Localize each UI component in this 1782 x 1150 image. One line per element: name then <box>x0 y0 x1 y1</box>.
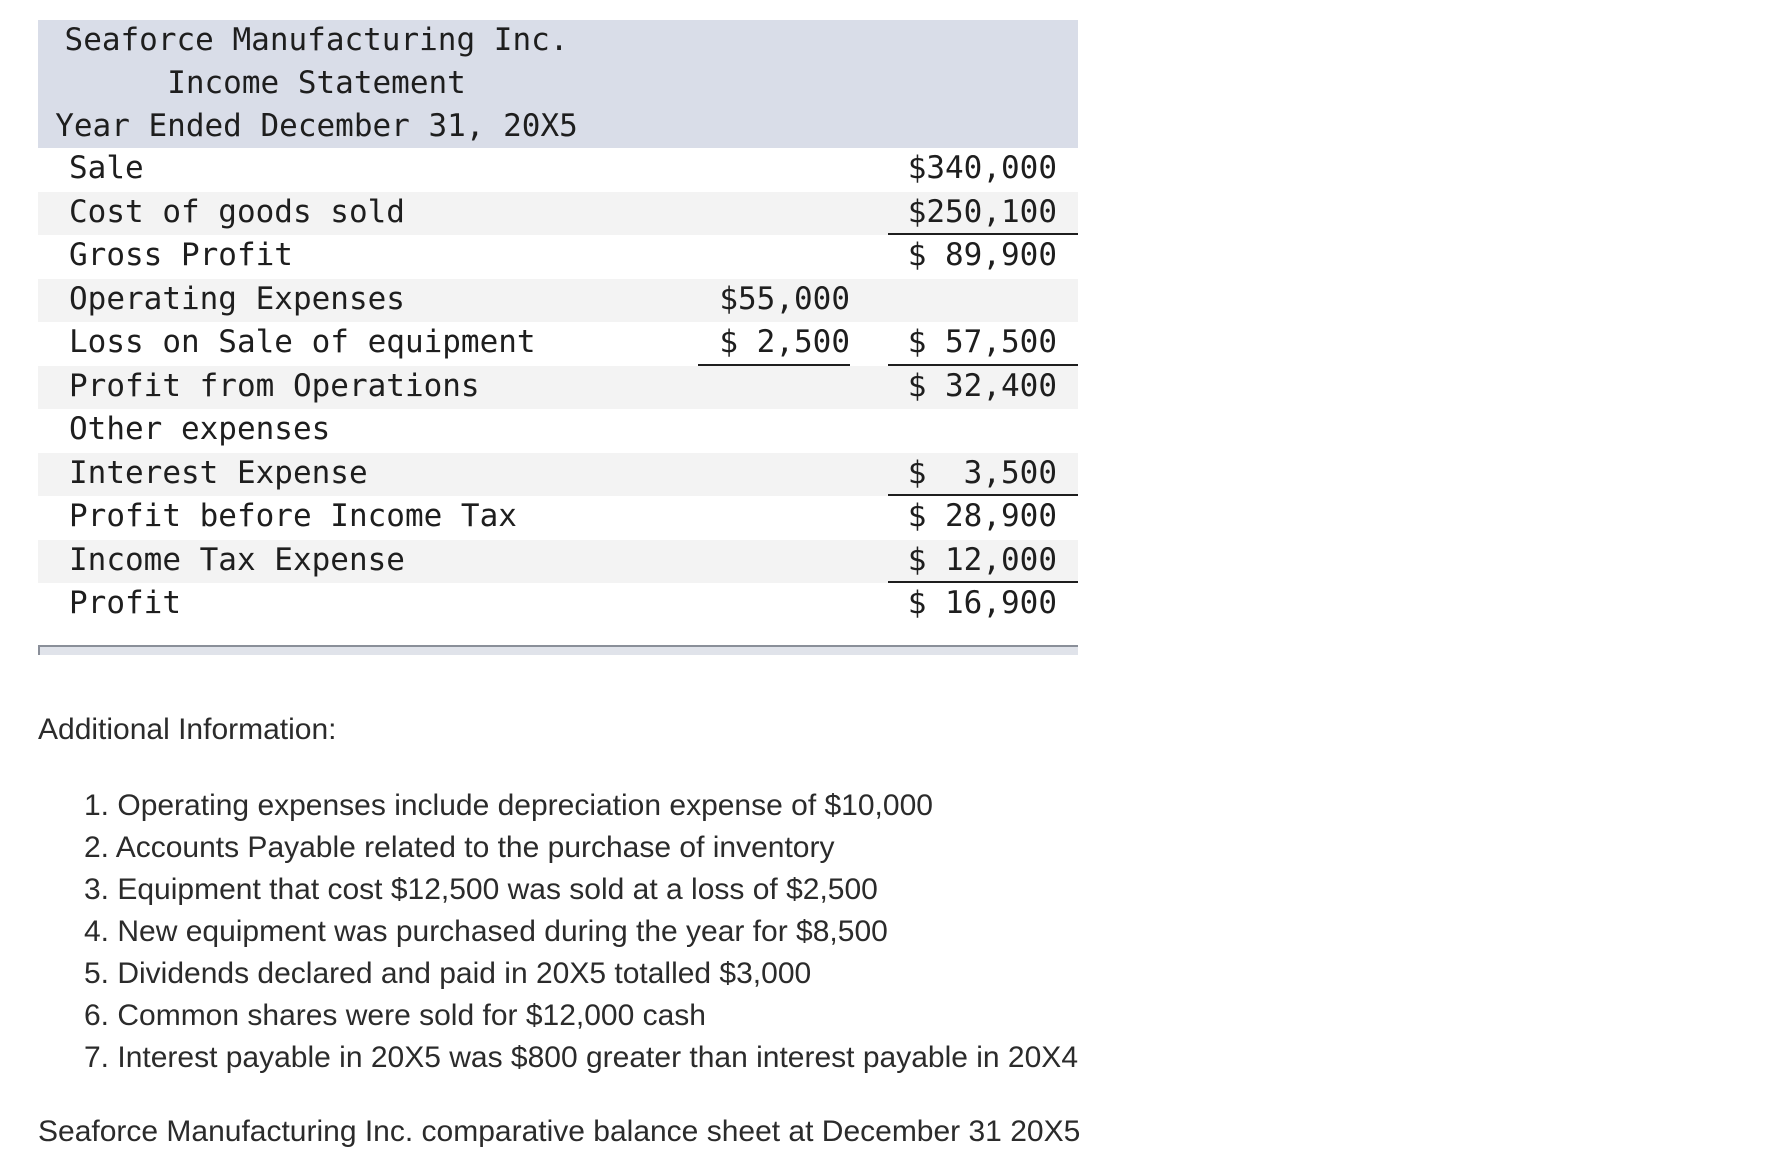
table-row <box>38 148 1078 192</box>
row-label: Operating Expenses <box>69 280 405 317</box>
row-amount: $250,100 <box>907 193 1057 230</box>
list-item: 1. Operating expenses include depreciation expense of $10,000 <box>84 789 933 822</box>
table-row <box>38 279 1078 323</box>
row-label: Profit from Operations <box>69 367 480 404</box>
row-label: Profit <box>69 585 181 621</box>
row-label: Cost of goods sold <box>69 193 405 230</box>
list-item: 4. New equipment was purchased during the year for $8,500 <box>84 915 888 948</box>
row-label: Loss on Sale of equipment <box>69 324 536 360</box>
additional-info-list <box>84 785 1078 1079</box>
table-row <box>38 192 1078 236</box>
row-amount: $ 12,000 <box>907 541 1057 578</box>
table-row <box>38 409 1078 453</box>
list-item: 6. Common shares were sold for $12,000 cash <box>84 999 706 1032</box>
company-name: Seaforce Manufacturing Inc. <box>64 22 569 58</box>
list-item: 2. Accounts Payable related to the purchase of inventory <box>84 831 835 864</box>
table-row <box>38 322 1078 366</box>
statement-title: Income Statement <box>167 65 466 101</box>
statement-rows <box>38 148 1078 627</box>
row-amount: $ 32,400 <box>907 367 1057 404</box>
row-amount: $ 57,500 <box>907 324 1057 360</box>
row-amount: $ 3,500 <box>907 454 1057 491</box>
row-label: Sale <box>69 150 144 186</box>
row-amount: $340,000 <box>907 150 1057 186</box>
row-mid-amount: $55,000 <box>719 280 850 317</box>
row-amount: $ 89,900 <box>907 237 1057 273</box>
additional-info-heading: Additional Information: <box>38 713 337 746</box>
table-row <box>38 235 1078 279</box>
row-label: Other expenses <box>69 411 331 447</box>
row-amount: $ 28,900 <box>907 498 1057 534</box>
row-label: Interest Expense <box>69 454 368 491</box>
table-footer <box>38 627 1078 653</box>
row-label: Income Tax Expense <box>69 541 405 578</box>
balance-sheet-caption: Seaforce Manufacturing Inc. comparative balance sheet at December 31 20X5 <box>38 1115 1081 1148</box>
row-mid-amount: $ 2,500 <box>719 324 850 360</box>
list-item: 3. Equipment that cost $12,500 was sold at a loss of $2,500 <box>84 873 878 906</box>
statement-header <box>38 20 1078 148</box>
table-row <box>38 366 1078 410</box>
statement-period: Year Ended December 31, 20X5 <box>55 108 578 144</box>
table-row <box>38 540 1078 584</box>
income-statement <box>38 20 1078 653</box>
table-row <box>38 453 1078 497</box>
row-label: Gross Profit <box>69 237 293 273</box>
row-label: Profit before Income Tax <box>69 498 517 534</box>
table-footer-bar <box>38 645 1078 655</box>
row-amount: $ 16,900 <box>907 585 1057 621</box>
list-item: 5. Dividends declared and paid in 20X5 totalled $3,000 <box>84 957 812 990</box>
table-row <box>38 496 1078 540</box>
list-item: 7. Interest payable in 20X5 was $800 greater than interest payable in 20X4 <box>84 1041 1078 1074</box>
table-row <box>38 583 1078 627</box>
